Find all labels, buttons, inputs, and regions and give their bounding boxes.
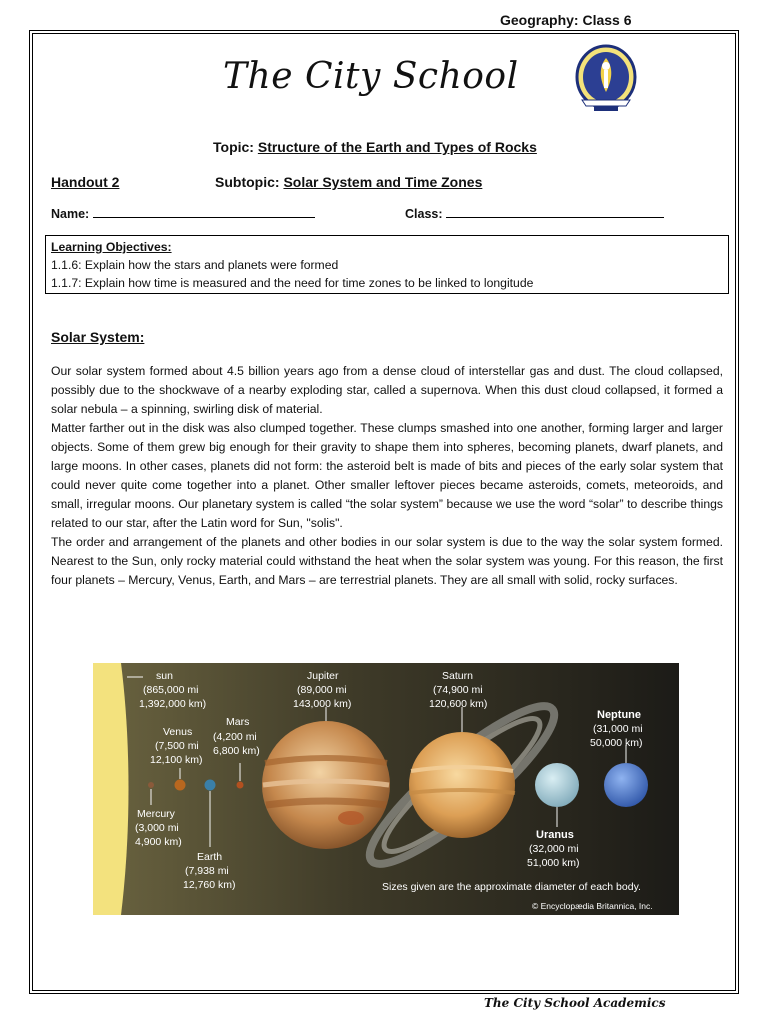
neptune-label: Neptune: [597, 709, 641, 721]
jupiter-label: Jupiter: [307, 670, 339, 682]
mercury-km: 4,900 km): [135, 836, 182, 848]
body-paragraph: Matter farther out in the disk was also clumped together. These clumps smashed into one another, forming larger and larger objects. Some of them grew big enough for their gravity to shape them into spheres, becoming planets, dwarf planets, and large moons. In other cases, planets did not form: the asteroid belt is made of bits and pieces of the early solar system that could never quite come together into a planet. Other smaller leftover pieces became asteroids, comets, meteoroids, and small, irregular moons. Our planetary system is called “the solar system” because we use the word “solar” to describe things related to our star, after the Latin word for Sun, "solis".: [51, 421, 723, 530]
body-paragraph: Our solar system formed about 4.5 billion years ago from a dense cloud of interstellar gas and dust. The cloud collapsed, possibly due to the shockwave of a nearby exploding star, called a supernova. When this dust cloud collapsed, it formed a solar nebula – a spinning, swirling disk of material.: [51, 364, 723, 416]
mercury-mi: (3,000 mi: [135, 822, 179, 834]
neptune-shape: [604, 763, 648, 807]
objectives-title: Learning Objectives:: [51, 240, 172, 254]
uranus-label: Uranus: [536, 829, 574, 841]
venus-km: 12,100 km): [150, 754, 203, 766]
objective-item: 1.1.7: Explain how time is measured and the need for time zones to be linked to longitude: [51, 276, 534, 290]
mars-shape: [237, 782, 244, 789]
neptune-km: 50,000 km): [590, 737, 643, 749]
venus-label: Venus: [163, 726, 193, 738]
sun-shape: [93, 663, 129, 915]
jupiter-shape: [262, 721, 390, 849]
school-title: The City School: [223, 56, 519, 97]
saturn-mi: (74,900 mi: [433, 684, 483, 696]
uranus-shape: [535, 763, 579, 807]
jupiter-km: 143,000 km): [293, 698, 352, 710]
subtopic-value: Solar System and Time Zones: [283, 174, 483, 190]
venus-shape: [175, 780, 186, 791]
body-paragraph: The order and arrangement of the planets and other bodies in our solar system is due to the way the solar system formed. Nearest to the Sun, only rocky material could withstand the heat when the solar system was young. For this reason, the first four planets – Mercury, Venus, Earth, and Mars – are terrestrial planets. They are all small with solid, rocky surfaces.: [51, 535, 723, 587]
solar-system-heading: Solar System:: [51, 329, 145, 345]
class-field-row: [405, 206, 664, 221]
uranus-mi: (32,000 mi: [529, 843, 579, 855]
learning-objectives-box: [45, 235, 729, 294]
subtopic-line: [215, 174, 482, 190]
class-blank-line[interactable]: [446, 206, 664, 218]
solar-system-figure: [93, 663, 679, 915]
jupiter-mi: (89,000 mi: [297, 684, 347, 696]
earth-label: Earth: [197, 851, 223, 863]
footer-brand: The City School Academics: [484, 996, 666, 1010]
uranus-km: 51,000 km): [527, 857, 580, 869]
figure-caption: Sizes given are the approximate diameter of each body.: [382, 881, 641, 893]
handout-label: Handout 2: [51, 174, 120, 190]
saturn-km: 120,600 km): [429, 698, 488, 710]
mercury-label: Mercury: [137, 808, 175, 820]
mars-mi: (4,200 mi: [213, 731, 257, 743]
topic-label: Topic:: [213, 139, 254, 155]
subject-header: Geography: Class 6: [500, 12, 632, 28]
mercury-shape: [148, 782, 154, 788]
solar-system-body: [51, 362, 723, 590]
mars-label: Mars: [226, 716, 250, 728]
topic-value: Structure of the Earth and Types of Rocks: [257, 139, 537, 155]
sun-mi: (865,000 mi: [143, 684, 199, 696]
class-label: Class:: [405, 207, 443, 221]
mars-km: 6,800 km): [213, 745, 260, 757]
venus-mi: (7,500 mi: [155, 740, 199, 752]
school-crest-icon: [574, 44, 638, 114]
sun-km: 1,392,000 km): [139, 698, 207, 710]
topic-line: [213, 139, 537, 155]
objective-item: 1.1.6: Explain how the stars and planets were formed: [51, 258, 339, 272]
name-label: Name:: [51, 207, 90, 221]
earth-mi: (7,938 mi: [185, 865, 229, 877]
sun-label: sun: [156, 670, 173, 682]
neptune-mi: (31,000 mi: [593, 723, 643, 735]
figure-credit: © Encyclopædia Britannica, Inc.: [532, 901, 653, 911]
name-blank-line[interactable]: [93, 206, 315, 218]
earth-shape: [205, 780, 216, 791]
subtopic-label: Subtopic:: [215, 174, 280, 190]
saturn-label: Saturn: [442, 670, 473, 682]
earth-km: 12,760 km): [183, 879, 236, 891]
name-field-row: [51, 206, 315, 221]
